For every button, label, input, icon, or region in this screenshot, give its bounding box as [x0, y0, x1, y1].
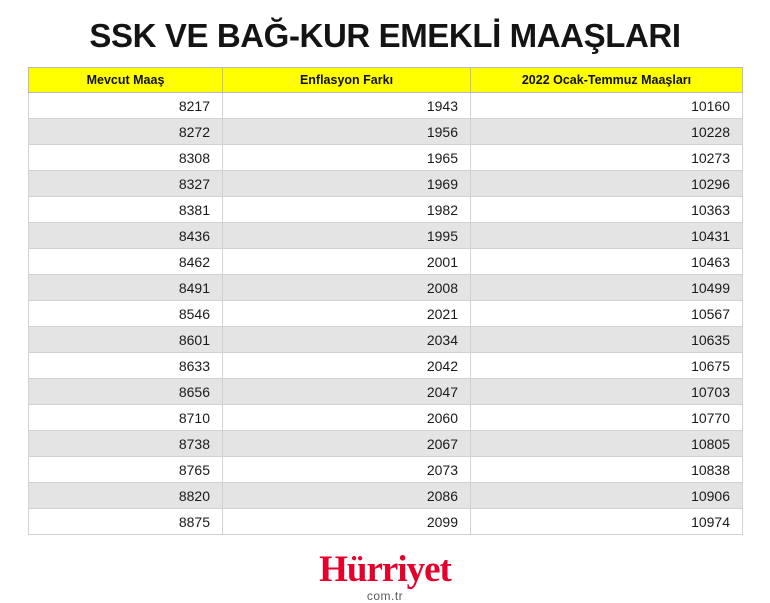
table-row: [29, 275, 743, 301]
cell-current-salary: 8601: [29, 327, 223, 353]
table-header-row: [29, 68, 743, 93]
logo-wordmark: Hürriyet: [319, 549, 451, 590]
table-header: [29, 68, 743, 93]
pension-salary-table: [28, 67, 743, 535]
table-container: [28, 67, 742, 535]
column-header-current-salary: Mevcut Maaş: [29, 68, 223, 93]
table-row: [29, 405, 743, 431]
cell-2022-salary: 10838: [471, 457, 743, 483]
cell-inflation-difference: 1956: [223, 119, 471, 145]
cell-current-salary: 8491: [29, 275, 223, 301]
cell-inflation-difference: 1965: [223, 145, 471, 171]
cell-inflation-difference: 2034: [223, 327, 471, 353]
cell-inflation-difference: 2047: [223, 379, 471, 405]
table-row: [29, 93, 743, 119]
table-row: [29, 223, 743, 249]
cell-inflation-difference: 1943: [223, 93, 471, 119]
cell-inflation-difference: 2073: [223, 457, 471, 483]
cell-2022-salary: 10431: [471, 223, 743, 249]
cell-current-salary: 8462: [29, 249, 223, 275]
cell-2022-salary: 10296: [471, 171, 743, 197]
cell-current-salary: 8738: [29, 431, 223, 457]
cell-current-salary: 8217: [29, 93, 223, 119]
table-row: [29, 301, 743, 327]
cell-inflation-difference: 2042: [223, 353, 471, 379]
cell-current-salary: 8710: [29, 405, 223, 431]
cell-current-salary: 8633: [29, 353, 223, 379]
cell-2022-salary: 10974: [471, 509, 743, 535]
column-header-inflation-difference: Enflasyon Farkı: [223, 68, 471, 93]
table-row: [29, 119, 743, 145]
cell-inflation-difference: 1969: [223, 171, 471, 197]
cell-inflation-difference: 2008: [223, 275, 471, 301]
cell-current-salary: 8381: [29, 197, 223, 223]
cell-2022-salary: 10703: [471, 379, 743, 405]
column-header-2022-salaries: 2022 Ocak-Temmuz Maaşları: [471, 68, 743, 93]
cell-2022-salary: 10805: [471, 431, 743, 457]
cell-inflation-difference: 1995: [223, 223, 471, 249]
page-title: SSK VE BAĞ-KUR EMEKLİ MAAŞLARI: [89, 17, 681, 54]
cell-inflation-difference: 2099: [223, 509, 471, 535]
cell-current-salary: 8875: [29, 509, 223, 535]
cell-2022-salary: 10160: [471, 93, 743, 119]
cell-inflation-difference: 2060: [223, 405, 471, 431]
table-row: [29, 197, 743, 223]
cell-2022-salary: 10906: [471, 483, 743, 509]
table-row: [29, 431, 743, 457]
cell-current-salary: 8436: [29, 223, 223, 249]
cell-2022-salary: 10770: [471, 405, 743, 431]
cell-inflation-difference: 2086: [223, 483, 471, 509]
table-row: [29, 171, 743, 197]
cell-2022-salary: 10675: [471, 353, 743, 379]
hurriyet-logo: [0, 551, 770, 603]
cell-2022-salary: 10567: [471, 301, 743, 327]
cell-current-salary: 8308: [29, 145, 223, 171]
cell-inflation-difference: 2001: [223, 249, 471, 275]
table-row: [29, 249, 743, 275]
table-row: [29, 145, 743, 171]
cell-current-salary: 8765: [29, 457, 223, 483]
cell-inflation-difference: 2067: [223, 431, 471, 457]
table-row: [29, 353, 743, 379]
cell-2022-salary: 10499: [471, 275, 743, 301]
cell-current-salary: 8327: [29, 171, 223, 197]
table-row: [29, 327, 743, 353]
cell-2022-salary: 10635: [471, 327, 743, 353]
cell-inflation-difference: 1982: [223, 197, 471, 223]
cell-current-salary: 8546: [29, 301, 223, 327]
cell-2022-salary: 10228: [471, 119, 743, 145]
table-row: [29, 457, 743, 483]
table-body: [29, 93, 743, 535]
cell-current-salary: 8272: [29, 119, 223, 145]
cell-2022-salary: 10363: [471, 197, 743, 223]
table-row: [29, 379, 743, 405]
cell-current-salary: 8820: [29, 483, 223, 509]
table-row: [29, 483, 743, 509]
logo-domain: com.tr: [366, 589, 404, 603]
cell-2022-salary: 10463: [471, 249, 743, 275]
cell-2022-salary: 10273: [471, 145, 743, 171]
table-row: [29, 509, 743, 535]
cell-current-salary: 8656: [29, 379, 223, 405]
cell-inflation-difference: 2021: [223, 301, 471, 327]
